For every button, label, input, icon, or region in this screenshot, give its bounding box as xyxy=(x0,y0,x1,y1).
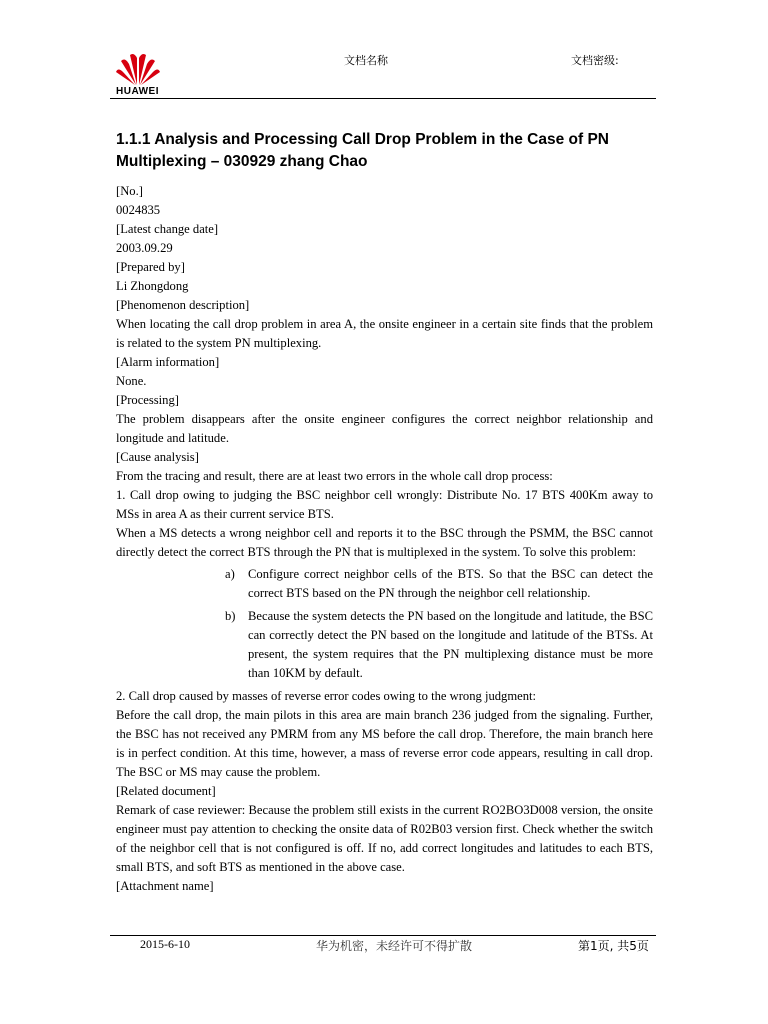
cause-label: [Cause analysis] xyxy=(116,450,199,464)
change-date-value: 2003.09.29 xyxy=(116,241,173,255)
solution-list xyxy=(225,565,653,683)
processing-label: [Processing] xyxy=(116,393,179,407)
list-item-text: Because the system detects the PN based on the longitude and latitude, the BSC can correctly detect the PN based on the longitude and latitude of the BTSs. At present, the system requires that the PN multiplexing distance must be more than 10KM by default. xyxy=(248,609,653,680)
alarm-label: [Alarm information] xyxy=(116,355,220,369)
list-item xyxy=(225,607,653,683)
list-item xyxy=(225,565,653,603)
cause-2-detail: Before the call drop, the main pilots in this area are main branch 236 judged from the signaling. Further, the BSC has not received any PMRM from any MS before the call drop. Therefore, the main branch here is in perfect condition. At this time, however, a mass of reverse error code appears, resulting in call drop. The BSC or MS may cause the problem. xyxy=(116,708,653,779)
alarm-value: None. xyxy=(116,374,147,388)
huawei-petals-icon xyxy=(116,52,160,86)
list-item-label: b) xyxy=(225,609,236,623)
processing-text: The problem disappears after the onsite engineer configures the correct neighbor relationship and longitude and latitude. xyxy=(116,412,653,445)
phenomenon-label: [Phenomenon description] xyxy=(116,298,250,312)
no-label: [No.] xyxy=(116,184,143,198)
doc-name-label: 文档名称 xyxy=(344,54,388,67)
prepared-by-label: [Prepared by] xyxy=(116,260,185,274)
footer-date: 2015-6-10 xyxy=(140,937,190,951)
prepared-by-value: Li Zhongdong xyxy=(116,279,189,293)
change-date-label: [Latest change date] xyxy=(116,222,219,236)
cause-2: 2. Call drop caused by masses of reverse error codes owing to the wrong judgment: xyxy=(116,689,537,703)
footer-page-number: 第1页, 共5页 xyxy=(578,939,649,953)
section-title: 1.1.1 Analysis and Processing Call Drop Problem in the Case of PN Multiplexing – 030929 zhang Chao xyxy=(116,131,609,170)
related-document-label: [Related document] xyxy=(116,784,216,798)
related-document-text: Remark of case reviewer: Because the problem still exists in the current RO2BO3D008 version, the onsite engineer must pay attention to checking the onsite data of R02B03 version first. Check whether the switch of the neighbor cell that is not configured is off. If no, add correct longitudes and latitudes to each BTS, small BTS, and soft BTS as mentioned in the above case. xyxy=(116,803,653,874)
document-body xyxy=(116,182,653,896)
doc-level-label: 文档密级: xyxy=(571,54,619,67)
cause-intro: From the tracing and result, there are at least two errors in the whole call drop process: xyxy=(116,469,553,483)
logo-text: HUAWEI xyxy=(116,86,159,97)
list-item-label: a) xyxy=(225,567,235,581)
footer-confidential: 华为机密，未经许可不得扩散 xyxy=(316,939,473,953)
footer-divider xyxy=(110,935,656,936)
no-value: 0024835 xyxy=(116,203,161,217)
cause-1-detail: When a MS detects a wrong neighbor cell and reports it to the BSC through the PSMM, the BSC cannot directly detect the correct BTS through the PN that is multiplexed in the system. To solve this problem: xyxy=(116,526,653,559)
header-divider xyxy=(110,98,656,99)
cause-1: 1. Call drop owing to judging the BSC neighbor cell wrongly: Distribute No. 17 BTS 400Km away to MSs in area A as their current service BTS. xyxy=(116,488,653,521)
attachment-label: [Attachment name] xyxy=(116,879,214,893)
list-item-text: Configure correct neighbor cells of the BTS. So that the BSC can detect the correct BTS based on the PN through the neighbor cell relationship. xyxy=(248,567,653,600)
page-header xyxy=(110,40,656,100)
phenomenon-text: When locating the call drop problem in area A, the onsite engineer in a certain site finds that the problem is related to the system PN multiplexing. xyxy=(116,317,653,350)
